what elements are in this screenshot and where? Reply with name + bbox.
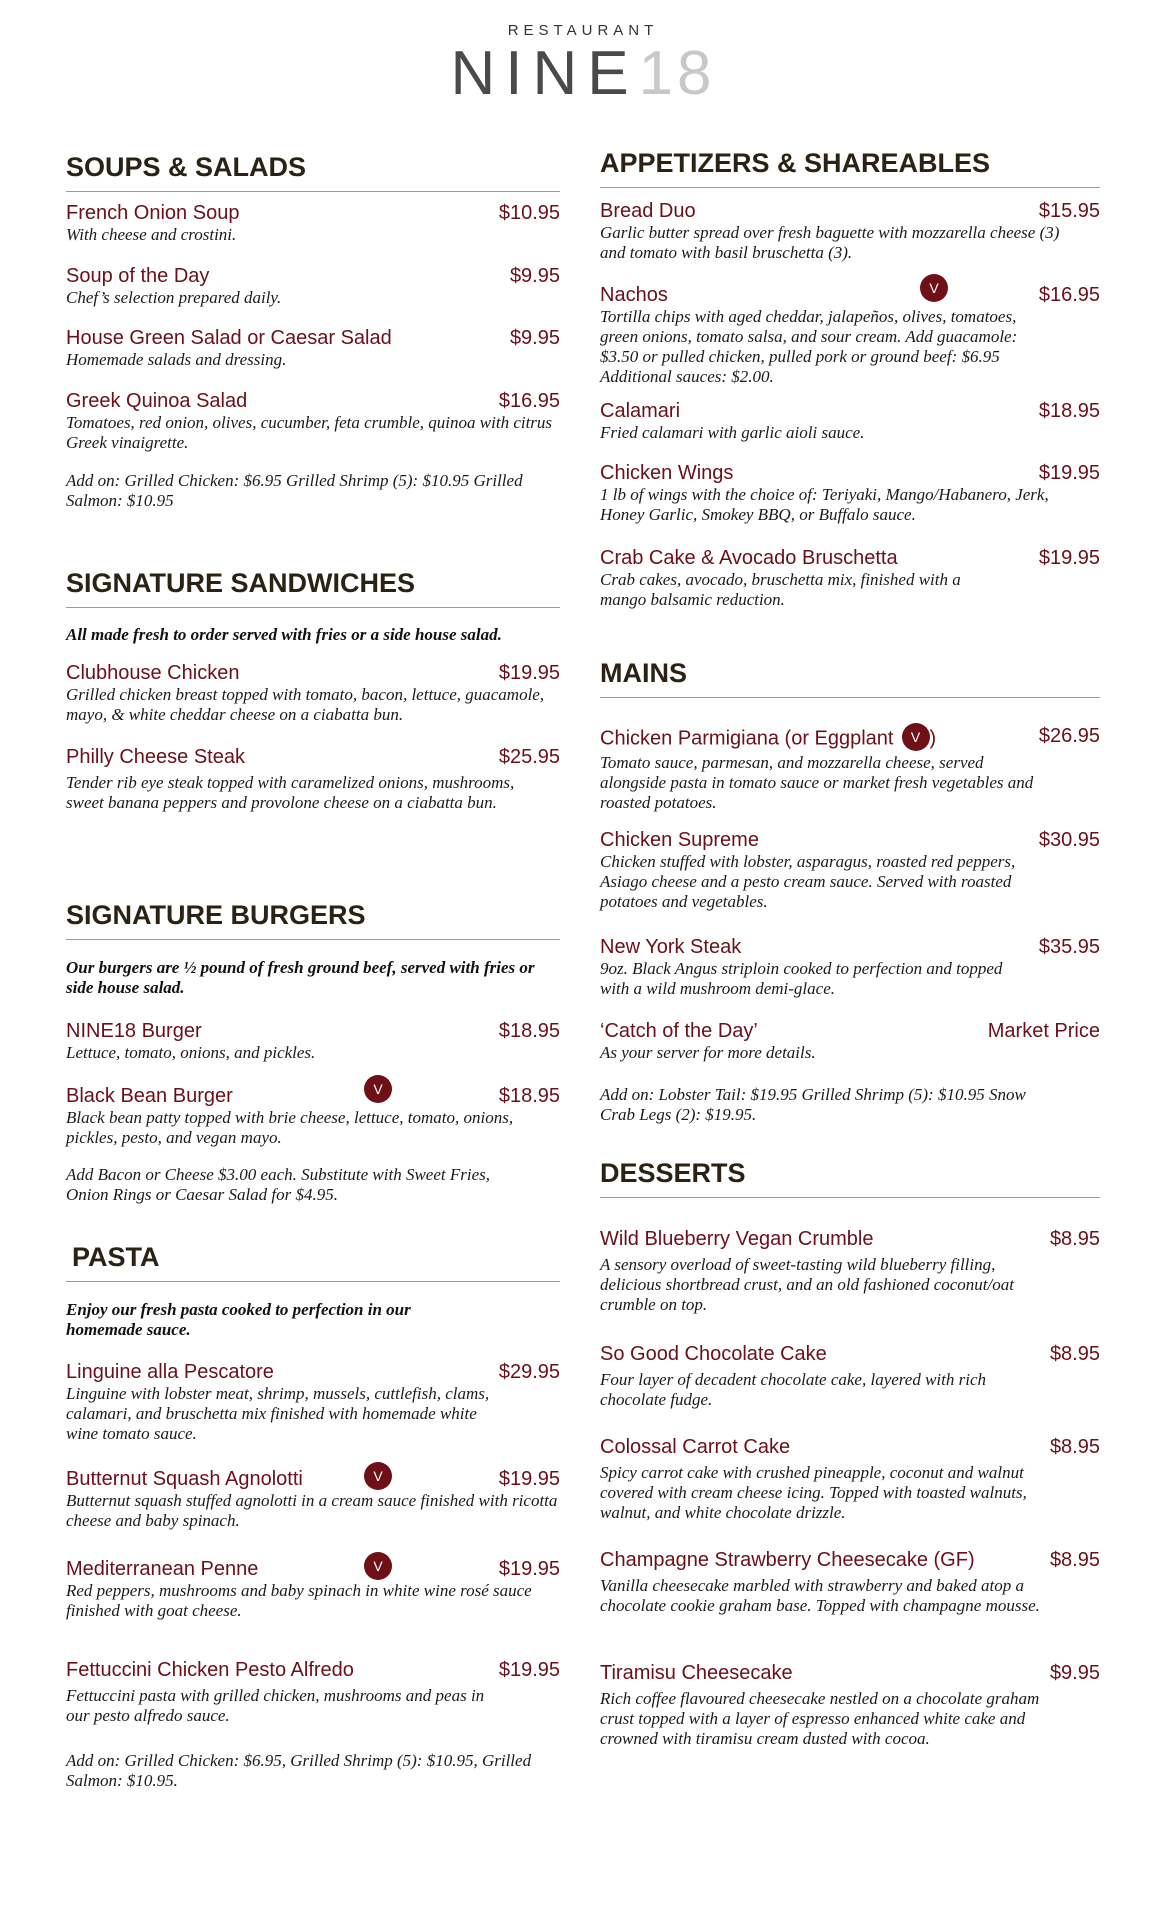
item-price: $16.95 (498, 390, 560, 412)
item-description: Spicy carrot cake with crushed pineapple, coconut and walnut covered with cream cheese icing. Topped with toasted walnuts, walnut, and white chocolate drizzle. (600, 1463, 1027, 1522)
item-price: $8.95 (1049, 1549, 1100, 1571)
section-intro: All made fresh to order served with fries or a side house salad. (66, 625, 502, 644)
menu-item (66, 662, 560, 725)
item-price: $19.95 (1038, 462, 1100, 484)
item-description: Tomatoes, red onion, olives, cucumber, feta crumble, quinoa with citrus Greek vinaigrette. (66, 413, 553, 452)
menu-item (600, 1549, 1100, 1616)
item-name: So Good Chocolate Cake (600, 1343, 827, 1365)
section-title: SIGNATURE SANDWICHES (66, 568, 560, 608)
item-price: $35.95 (1038, 936, 1100, 958)
item-description: Tender rib eye steak topped with caramelized onions, mushrooms, sweet banana peppers and provolone cheese on a ciabatta bun. (66, 773, 515, 812)
item-price: $19.95 (1038, 547, 1100, 569)
section-title: DESSERTS (600, 1158, 1100, 1198)
item-price: $8.95 (1049, 1228, 1100, 1250)
item-name: NINE18 Burger (66, 1020, 202, 1042)
item-price: $10.95 (498, 202, 560, 224)
logo-main-text: NINE (450, 39, 639, 108)
menu-item (600, 400, 1100, 443)
item-name: Linguine alla Pescatore (66, 1361, 274, 1383)
item-description: Linguine with lobster meat, shrimp, mussels, cuttlefish, clams, calamari, and bruschetta mix finished with homemade white wine tomato sauce. (66, 1384, 490, 1443)
item-price: $19.95 (498, 1659, 560, 1681)
item-description: Tomato sauce, parmesan, and mozzarella cheese, served alongside pasta in tomato sauce or market fresh vegetables and roasted potatoes. (600, 753, 1034, 812)
item-description: Vanilla cheesecake marbled with strawberry and baked atop a chocolate cookie graham base. Topped with champagne mousse. (600, 1576, 1040, 1615)
item-description: Fettuccini pasta with grilled chicken, mushrooms and peas in our pesto alfredo sauce. (66, 1686, 485, 1725)
item-price: $15.95 (1038, 200, 1100, 222)
menu-item (66, 327, 560, 370)
item-name: Black Bean Burger (66, 1085, 233, 1107)
item-name: Mediterranean Penne (66, 1558, 259, 1580)
item-price: Market Price (987, 1020, 1100, 1042)
item-name: Fettuccini Chicken Pesto Alfredo (66, 1659, 354, 1681)
vegan-badge-icon: V (364, 1462, 392, 1490)
section-soups-salads (66, 152, 560, 192)
item-price: $18.95 (1038, 400, 1100, 422)
menu-item (66, 390, 560, 453)
menu-item (600, 1343, 1100, 1410)
item-name: Calamari (600, 400, 681, 422)
item-price: $9.95 (509, 265, 560, 287)
item-description: Grilled chicken breast topped with tomato, bacon, lettuce, guacamole, mayo, & white cheddar cheese on a ciabatta bun. (66, 685, 545, 724)
item-name: Champagne Strawberry Cheesecake (GF) (600, 1549, 975, 1571)
menu-item (66, 746, 560, 813)
item-description: As your server for more details. (600, 1043, 816, 1062)
item-name: New York Steak (600, 936, 742, 958)
item-name: Chicken Wings (600, 462, 734, 484)
section-title: SOUPS & SALADS (66, 152, 560, 192)
item-description: 9oz. Black Angus striploin cooked to perfection and topped with a wild mushroom demi-glace. (600, 959, 1003, 998)
vegan-badge-icon: V (902, 723, 930, 751)
restaurant-logo (0, 39, 1166, 108)
item-name: Bread Duo (600, 200, 696, 222)
menu-item (66, 265, 560, 308)
item-name: Soup of the Day (66, 265, 210, 287)
menu-item (600, 1662, 1100, 1749)
addon-note: Add Bacon or Cheese $3.00 each. Substitute with Sweet Fries, Onion Rings or Caesar Salad for $4.95. (66, 1165, 490, 1204)
menu-item (600, 1436, 1100, 1523)
item-name: Philly Cheese Steak (66, 746, 245, 768)
section-title: APPETIZERS & SHAREABLES (600, 148, 1100, 188)
addon-note: Add on: Lobster Tail: $19.95 Grilled Shrimp (5): $10.95 Snow Crab Legs (2): $19.95. (600, 1085, 1026, 1124)
menu-item (66, 1020, 560, 1063)
item-price: $9.95 (509, 327, 560, 349)
menu-item (600, 547, 1100, 610)
item-description: Chicken stuffed with lobster, asparagus, roasted red peppers, Asiago cheese and a pesto cream sauce. Served with roasted potatoes and vegetables. (600, 852, 1016, 911)
item-name: Colossal Carrot Cake (600, 1436, 791, 1458)
item-price: $19.95 (498, 1468, 560, 1490)
menu-item (66, 1468, 560, 1531)
restaurant-kicker: RESTAURANT (507, 22, 659, 39)
item-price: $18.95 (498, 1020, 560, 1042)
menu-item (600, 200, 1100, 263)
item-description: Red peppers, mushrooms and baby spinach in white wine rosé sauce finished with goat cheese. (66, 1581, 532, 1620)
item-description: Lettuce, tomato, onions, and pickles. (66, 1043, 316, 1062)
logo-accent-text: 18 (638, 39, 716, 108)
item-description: Black bean patty topped with brie cheese, lettuce, tomato, onions, pickles, pesto, and vegan mayo. (66, 1108, 514, 1147)
item-price: $8.95 (1049, 1436, 1100, 1458)
item-name (600, 725, 1100, 753)
item-name: Chicken Supreme (600, 829, 759, 851)
item-name: Wild Blueberry Vegan Crumble (600, 1228, 874, 1250)
item-name: Greek Quinoa Salad (66, 390, 248, 412)
item-name: Tiramisu Cheesecake (600, 1662, 793, 1684)
menu-item (600, 829, 1100, 912)
section-pasta (66, 1242, 560, 1282)
vegan-badge-icon: V (364, 1552, 392, 1580)
item-price: $19.95 (498, 662, 560, 684)
item-price: $18.95 (498, 1085, 560, 1107)
item-name-suffix: ) (929, 727, 937, 750)
section-title: MAINS (600, 658, 1100, 698)
item-description: Fried calamari with garlic aioli sauce. (600, 423, 865, 442)
section-mains (600, 658, 1100, 698)
item-description: Garlic butter spread over fresh baguette with mozzarella cheese (3) and tomato with basil bruschetta (3). (600, 223, 1060, 262)
section-intro: Enjoy our fresh pasta cooked to perfection in our homemade sauce. (66, 1300, 411, 1339)
item-name: ‘Catch of the Day’ (600, 1020, 758, 1042)
item-description: Butternut squash stuffed agnolotti in a cream sauce finished with ricotta cheese and baby spinach. (66, 1491, 558, 1530)
menu-item (66, 1659, 560, 1726)
item-description: Tortilla chips with aged cheddar, jalapeños, olives, tomatoes, green onions, tomato salsa, and sour cream. Add guacamole: $3.50 or pulled chicken, pulled pork or ground beef: $6.95 Additional sauces: $2.00. (600, 307, 1018, 386)
restaurant-header (0, 22, 1166, 108)
menu-item (600, 462, 1100, 525)
menu-item (600, 280, 1100, 387)
item-price: $8.95 (1049, 1343, 1100, 1365)
addon-note: Add on: Grilled Chicken: $6.95 Grilled Shrimp (5): $10.95 Grilled Salmon: $10.95 (66, 471, 523, 510)
item-price: $16.95 (1038, 284, 1100, 306)
item-price: $29.95 (498, 1361, 560, 1383)
item-name-text: Chicken Parmigiana (or Eggplant (600, 727, 894, 750)
item-description: Crab cakes, avocado, bruschetta mix, finished with a mango balsamic reduction. (600, 570, 961, 609)
vegan-badge-icon: V (920, 274, 948, 302)
section-desserts (600, 1158, 1100, 1198)
item-price: $30.95 (1038, 829, 1100, 851)
item-name: Butternut Squash Agnolotti (66, 1468, 303, 1490)
section-intro: Our burgers are ½ pound of fresh ground beef, served with fries or side house salad. (66, 958, 535, 997)
item-name: French Onion Soup (66, 202, 240, 224)
menu-item (66, 1558, 560, 1621)
item-name: House Green Salad or Caesar Salad (66, 327, 392, 349)
section-burgers (66, 900, 560, 940)
item-description: Homemade salads and dressing. (66, 350, 287, 369)
menu-item (600, 936, 1100, 999)
menu-item (66, 202, 560, 245)
item-description: 1 lb of wings with the choice of: Teriyaki, Mango/Habanero, Jerk, Honey Garlic, Smokey BBQ, or Buffalo sauce. (600, 485, 1049, 524)
item-description: A sensory overload of sweet-tasting wild blueberry filling, delicious shortbread crust, and an old fashioned coconut/oat crumble on top. (600, 1255, 1014, 1314)
menu-item (66, 1361, 560, 1444)
item-description: Chef’s selection prepared daily. (66, 288, 282, 307)
item-name: Clubhouse Chicken (66, 662, 240, 684)
item-price: $9.95 (1049, 1662, 1100, 1684)
menu-item (600, 1020, 1100, 1063)
menu-item (66, 1081, 560, 1148)
section-appetizers (600, 148, 1100, 188)
item-name: Crab Cake & Avocado Bruschetta (600, 547, 898, 569)
vegan-badge-icon: V (364, 1075, 392, 1103)
item-price: $26.95 (1038, 725, 1100, 747)
section-title: SIGNATURE BURGERS (66, 900, 560, 940)
addon-note: Add on: Grilled Chicken: $6.95, Grilled Shrimp (5): $10.95, Grilled Salmon: $10.95. (66, 1751, 532, 1790)
item-price: $19.95 (498, 1558, 560, 1580)
menu-item (600, 1228, 1100, 1315)
item-description: Four layer of decadent chocolate cake, layered with rich chocolate fudge. (600, 1370, 986, 1409)
menu-item (600, 725, 1100, 813)
section-sandwiches (66, 568, 560, 608)
section-title: PASTA (66, 1242, 560, 1282)
item-description: With cheese and crostini. (66, 225, 237, 244)
item-name: Nachos (600, 284, 668, 306)
item-price: $25.95 (498, 746, 560, 768)
item-description: Rich coffee flavoured cheesecake nestled on a chocolate graham crust topped with a layer of espresso enhanced white cake and crowned with tiramisu cream dusted with cocoa. (600, 1689, 1040, 1748)
